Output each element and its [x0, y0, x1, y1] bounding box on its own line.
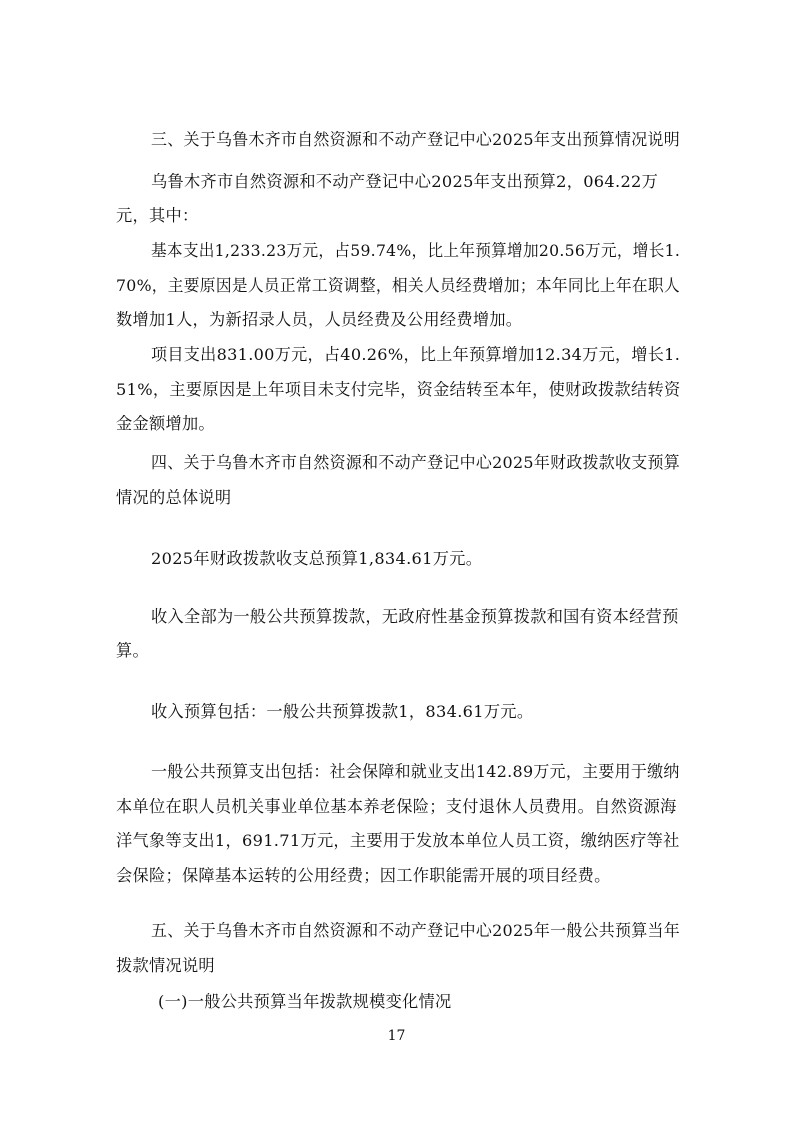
- section-3-heading: 三、关于乌鲁木齐市自然资源和不动产登记中心2025年支出预算情况说明: [151, 130, 681, 149]
- paragraph-line: 收入全部为一般公共预算拨款，无政府性基金预算拨款和国有资本经营预: [151, 607, 679, 626]
- subsection-heading: (一)一般公共预算当年拨款规模变化情况: [158, 992, 452, 1011]
- paragraph-line: 一般公共预算支出包括：社会保障和就业支出142.89万元，主要用于缴纳: [151, 762, 680, 781]
- paragraph-line: 收入预算包括：一般公共预算拨款1，834.61万元。: [151, 702, 534, 721]
- paragraph-line: 本单位在职人员机关事业单位基本养老保险；支付退休人员费用。自然资源海: [116, 797, 677, 816]
- paragraph-line: 金金额增加。: [116, 414, 215, 433]
- paragraph-line: 元，其中：: [116, 206, 199, 225]
- paragraph-line: 算。: [116, 641, 149, 660]
- section-4-heading: 四、关于乌鲁木齐市自然资源和不动产登记中心2025年财政拨款收支预算: [151, 453, 681, 472]
- paragraph-line: 基本支出1,233.23万元，占59.74%，比上年预算增加20.56万元，增长1.: [151, 241, 681, 260]
- paragraph-line: 乌鲁木齐市自然资源和不动产登记中心2025年支出预算2，064.22万: [151, 172, 659, 191]
- section-5-heading-cont: 拨款情况说明: [116, 956, 215, 975]
- paragraph-line: 51%，主要原因是上年项目未支付完毕，资金结转至本年，使财政拨款结转资: [116, 380, 681, 399]
- paragraph-line: 项目支出831.00万元，占40.26%，比上年预算增加12.34万元，增长1.: [151, 345, 681, 364]
- paragraph-line: 洋气象等支出1，691.71万元，主要用于发放本单位人员工资，缴纳医疗等社: [116, 831, 680, 850]
- section-5-heading: 五、关于乌鲁木齐市自然资源和不动产登记中心2025年一般公共预算当年: [151, 921, 681, 940]
- page-number: 17: [387, 1028, 406, 1044]
- paragraph-line: 会保险；保障基本运转的公用经费；因工作职能需开展的项目经费。: [116, 866, 611, 885]
- paragraph-line: 2025年财政拨款收支总预算1,834.61万元。: [151, 549, 483, 568]
- paragraph-line: 70%，主要原因是人员正常工资调整，相关人员经费增加；本年同比上年在职人: [116, 276, 680, 295]
- paragraph-line: 数增加1人，为新招录人员，人员经费及公用经费增加。: [116, 310, 523, 329]
- section-4-heading-cont: 情况的总体说明: [116, 488, 232, 507]
